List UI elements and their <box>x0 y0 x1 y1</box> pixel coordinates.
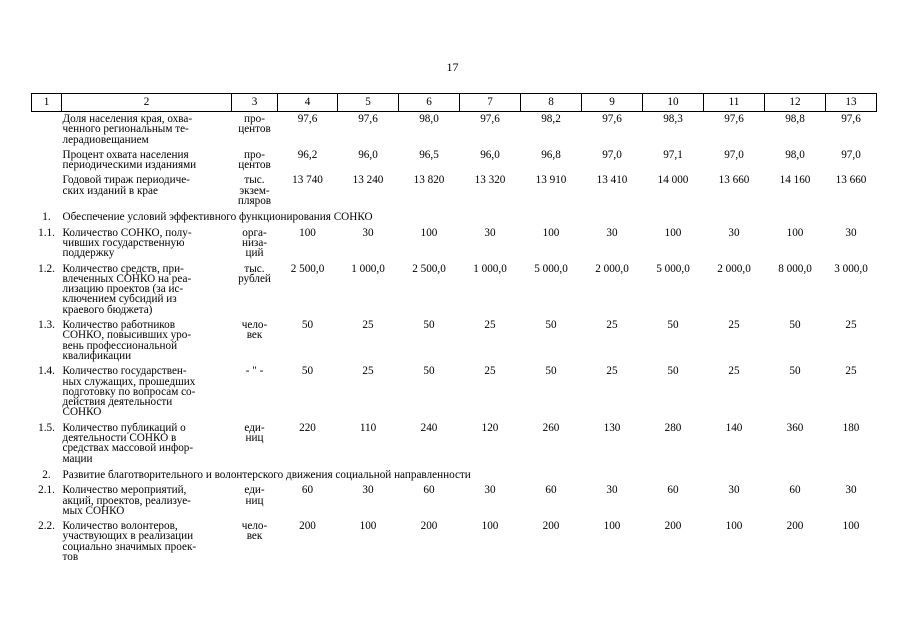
value-cell: 30 <box>845 226 857 239</box>
indicator-name: Количество волонтеров, участвующих в реализации социально значимых проек- тов <box>62 520 197 563</box>
value-cell: 97,6 <box>724 113 744 125</box>
column-header-6: 6 <box>399 94 460 112</box>
value-cell: 100 <box>786 226 804 239</box>
table-row <box>32 421 877 467</box>
value-cell: 25 <box>484 365 496 378</box>
value-cell: 2 000,0 <box>717 262 751 275</box>
value-cell: 30 <box>606 226 618 239</box>
value-cell: 200 <box>664 520 682 533</box>
row-number: 1.5. <box>38 421 55 434</box>
value-cell: 5 000,0 <box>656 262 690 275</box>
row-number: 2.1. <box>38 484 55 497</box>
row-number <box>32 173 62 209</box>
value-cell: 14 000 <box>657 174 689 187</box>
value-cell: 13 410 <box>596 174 628 187</box>
value-cell: 96,2 <box>297 148 318 161</box>
value-cell: 98,0 <box>419 113 439 125</box>
value-cell: 100 <box>359 520 377 533</box>
value-cell: 30 <box>728 226 740 239</box>
column-header-3: 3 <box>232 94 278 112</box>
value-cell: 100 <box>664 226 682 239</box>
table-body <box>32 94 877 566</box>
value-cell: 110 <box>359 421 377 434</box>
table-row <box>32 483 877 519</box>
value-cell: 5 000,0 <box>534 262 568 275</box>
value-cell: 97,6 <box>841 113 861 125</box>
table-header-row <box>32 94 877 112</box>
value-cell: 50 <box>789 365 801 378</box>
unit-of-measure: тыс. рублей <box>238 262 271 285</box>
row-number: 1.4. <box>38 365 55 378</box>
value-cell: 2 500,0 <box>290 262 325 275</box>
value-cell: 60 <box>301 484 314 497</box>
value-cell: 100 <box>420 226 438 239</box>
column-header-5: 5 <box>338 94 399 112</box>
value-cell: 13 820 <box>413 174 445 187</box>
row-number: 1.2. <box>38 262 55 275</box>
value-cell: 30 <box>606 484 618 497</box>
value-cell: 280 <box>664 421 682 434</box>
indicator-name: Количество СОНКО, полу- чивших государственную поддержку <box>62 226 192 260</box>
row-number: 1.1. <box>38 226 55 239</box>
section-title: Обеспечение условий эффективного функционирования СОНКО <box>62 211 373 224</box>
value-cell: 100 <box>299 226 316 239</box>
table-row <box>32 519 877 565</box>
value-cell: 100 <box>842 520 860 533</box>
value-cell: 50 <box>545 319 557 332</box>
value-cell: 25 <box>484 319 496 332</box>
value-cell: 200 <box>786 520 804 533</box>
value-cell: 13 660 <box>835 174 867 187</box>
value-cell: 50 <box>667 319 679 332</box>
value-cell: 13 240 <box>352 174 384 187</box>
value-cell: 180 <box>842 421 860 434</box>
value-cell: 13 320 <box>474 174 506 187</box>
value-cell: 25 <box>728 319 740 332</box>
value-cell: 100 <box>481 520 499 533</box>
table-row <box>32 262 877 318</box>
table-row <box>32 148 877 174</box>
section-title: Развитие благотворительного и волонтерского движения социальной направленности <box>62 468 471 481</box>
value-cell: 25 <box>845 319 857 332</box>
value-cell: 50 <box>545 365 557 378</box>
unit-of-measure: еди- ниц <box>244 484 265 507</box>
section-row <box>32 467 877 483</box>
indicator-name: Количество государствен- ных служащих, прошедших подготовку по вопросам со- действия деятельности СОНКО <box>62 365 196 419</box>
value-cell: 140 <box>725 421 743 434</box>
value-cell: 200 <box>299 520 316 533</box>
column-header-7: 7 <box>460 94 521 112</box>
value-cell: 200 <box>542 520 560 533</box>
indicator-name: Количество работников СОНКО, повысивших уро- вень профессиональной квалификации <box>62 319 192 362</box>
value-cell: 30 <box>362 484 374 497</box>
value-cell: 100 <box>603 520 621 533</box>
value-cell: 30 <box>484 226 496 239</box>
value-cell: 25 <box>845 365 857 378</box>
value-cell: 1 000,0 <box>351 262 385 275</box>
column-header-4: 4 <box>278 94 338 112</box>
value-cell: 60 <box>667 484 679 497</box>
value-cell: 100 <box>542 226 560 239</box>
unit-of-measure: чело- век <box>241 319 268 342</box>
value-cell: 60 <box>789 484 801 497</box>
value-cell: 96,0 <box>480 148 500 161</box>
value-cell: 98,8 <box>785 113 805 125</box>
value-cell: 2 500,0 <box>412 262 446 275</box>
value-cell: 60 <box>545 484 557 497</box>
value-cell: 25 <box>362 365 374 378</box>
table-row <box>32 173 877 209</box>
indicator-name: Доля населения края, охва- ченного региональным те- лерадиовещанием <box>62 113 193 146</box>
value-cell: 14 160 <box>779 174 811 187</box>
value-cell: 50 <box>423 365 435 378</box>
value-cell: 97,6 <box>480 113 500 125</box>
unit-of-measure: тыс. экзем- пляров <box>237 174 272 208</box>
row-number <box>32 148 62 174</box>
value-cell: 30 <box>362 226 374 239</box>
column-header-1: 1 <box>32 94 62 112</box>
value-cell: 96,8 <box>541 148 561 161</box>
value-cell: 97,6 <box>297 113 318 125</box>
value-cell: 360 <box>786 421 804 434</box>
value-cell: 120 <box>481 421 499 434</box>
value-cell: 50 <box>789 319 801 332</box>
value-cell: 13 740 <box>292 174 323 187</box>
value-cell: 220 <box>299 421 316 434</box>
table-row <box>32 318 877 364</box>
page-number: 17 <box>446 60 459 74</box>
column-header-10: 10 <box>643 94 704 112</box>
value-cell: 13 660 <box>718 174 750 187</box>
value-cell: 130 <box>603 421 621 434</box>
value-cell: 100 <box>725 520 743 533</box>
indicators-table <box>31 93 877 565</box>
value-cell: 98,0 <box>785 148 805 161</box>
column-header-12: 12 <box>765 94 826 112</box>
section-number: 2. <box>42 468 51 481</box>
unit-of-measure: чело- век <box>241 520 268 543</box>
row-number <box>32 112 62 148</box>
value-cell: 97,0 <box>724 148 744 161</box>
value-cell: 1 000,0 <box>473 262 507 275</box>
value-cell: 50 <box>301 365 314 378</box>
value-cell: 97,6 <box>602 113 622 125</box>
value-cell: 8 000,0 <box>778 262 812 275</box>
row-number: 2.2. <box>38 520 55 533</box>
column-header-9: 9 <box>582 94 643 112</box>
value-cell: 97,1 <box>663 148 683 161</box>
value-cell: 30 <box>845 484 857 497</box>
value-cell: 200 <box>420 520 438 533</box>
indicator-name: Количество мероприятий, акций, проектов, реализуе- мых СОНКО <box>62 484 191 517</box>
value-cell: 13 910 <box>535 174 567 187</box>
table-row <box>32 364 877 420</box>
table-row <box>32 112 877 148</box>
value-cell: 96,5 <box>419 148 439 161</box>
column-header-2: 2 <box>62 94 232 112</box>
unit-of-measure: орга- низа- ций <box>241 226 268 260</box>
column-header-13: 13 <box>826 94 877 112</box>
value-cell: 260 <box>542 421 560 434</box>
value-cell: 3 000,0 <box>834 262 868 275</box>
indicator-name: Количество публикаций о деятельности СОНКО в средствах массовой инфор- мации <box>62 421 194 465</box>
value-cell: 96,0 <box>358 148 378 161</box>
value-cell: 60 <box>423 484 435 497</box>
unit-of-measure: про- центов <box>238 113 271 136</box>
value-cell: 97,0 <box>841 148 861 161</box>
value-cell: 240 <box>420 421 438 434</box>
indicator-name: Годовой тираж периодиче- ских изданий в крае <box>62 174 190 197</box>
column-header-11: 11 <box>704 94 765 112</box>
value-cell: 30 <box>484 484 496 497</box>
value-cell: 25 <box>606 365 618 378</box>
value-cell: 25 <box>728 365 740 378</box>
value-cell: 25 <box>606 319 618 332</box>
indicator-name: Количество средств, при- влеченных СОНКО на реа- лизацию проектов (за ис- ключением субсидий из краевого бюджета) <box>62 262 192 316</box>
table-row <box>32 226 877 262</box>
value-cell: 97,6 <box>358 113 378 125</box>
unit-of-measure: - " - <box>245 365 264 378</box>
unit-of-measure: еди- ниц <box>244 421 265 445</box>
value-cell: 50 <box>667 365 679 378</box>
column-header-8: 8 <box>521 94 582 112</box>
section-number: 1. <box>42 211 51 224</box>
indicator-name: Процент охвата населения периодическими изданиями <box>62 148 197 172</box>
value-cell: 97,0 <box>602 148 622 161</box>
value-cell: 2 000,0 <box>595 262 629 275</box>
value-cell: 50 <box>301 319 314 332</box>
value-cell: 98,3 <box>663 113 683 125</box>
value-cell: 25 <box>362 319 374 332</box>
value-cell: 30 <box>728 484 740 497</box>
section-row <box>32 209 877 225</box>
value-cell: 98,2 <box>541 113 561 125</box>
value-cell: 50 <box>423 319 435 332</box>
unit-of-measure: про- центов <box>238 148 271 172</box>
row-number: 1.3. <box>38 319 55 332</box>
